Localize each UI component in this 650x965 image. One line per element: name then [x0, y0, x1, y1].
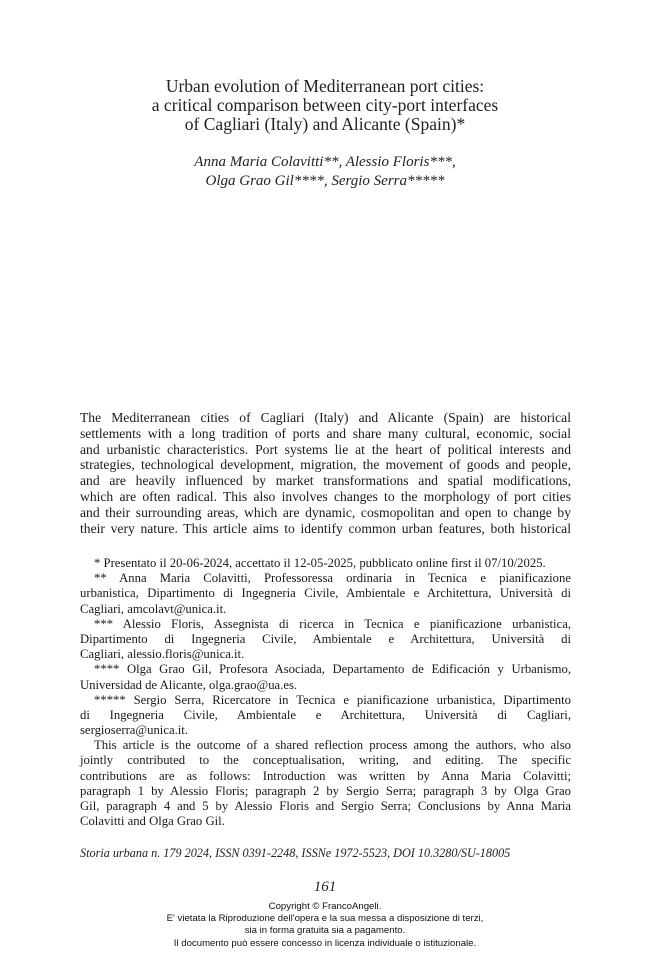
footnote-line: paragraph 1 by Alessio Floris; paragraph 2 by Sergio Serra; paragraph 3 by Olga Grao — [80, 783, 571, 798]
page-number: 161 — [313, 879, 337, 895]
footnote-line: Cagliari, amcolavt@unica.it. — [80, 601, 227, 616]
footnote-line: Dipartimento di Ingegneria Civile, Ambientale e Architettura, Università di — [80, 631, 571, 646]
footnote-line: urbanistica, Dipartimento di Ingegneria Civile, Ambientale e Architettura, Università di — [80, 586, 571, 601]
title-line: Urban evolution of Mediterranean port cities: — [165, 76, 485, 96]
footnote-line: ** Anna Maria Colavitti, Professoressa ordinaria in Tecnica e pianificazione — [94, 571, 571, 586]
footnote-line: Universidad de Alicante, olga.grao@ua.es. — [80, 677, 298, 692]
footnote-line: **** Olga Grao Gil, Profesora Asociada, Departamento de Edificación y Urbanismo, — [94, 662, 571, 677]
copyright-line: Copyright © FrancoAngeli. — [268, 901, 382, 912]
author-list — [80, 153, 570, 191]
footnote-line: This article is the outcome of a shared reflection process among the authors, who also — [94, 738, 571, 753]
footnote-line: ***** Sergio Serra, Ricercatore in Tecnica e pianificazione urbanistica, Dipartimento — [94, 692, 571, 707]
footnote-line: Gil, paragraph 4 and 5 by Alessio Floris and Sergio Serra; Conclusions by Anna Maria — [80, 799, 571, 813]
footnote-line: Colavitti and Olga Grao Gil. — [80, 814, 225, 829]
footnote-line: sergioserra@unica.it. — [80, 723, 188, 738]
copyright-notice — [0, 901, 650, 950]
abstract-line: strategies, technological development, migration, the movement of goods and people, — [80, 457, 571, 473]
copyright-line: E' vietata la Riproduzione dell'opera e la sua messa a disposizione di terzi, — [166, 913, 484, 925]
copyright-line: sia in forma gratuita sia a pagamento. — [244, 925, 406, 937]
copyright-line: Il documento può essere concesso in licenza individuale o istituzionale. — [173, 937, 477, 949]
title-line: a critical comparison between city-port interfaces — [151, 95, 499, 115]
abstract-line: and urbanistic characteristics. Port systems lie at the heart of political interests and — [80, 441, 571, 457]
footnote-line: contributions are as follows: Introduction was written by Anna Maria Colavitti; — [80, 768, 571, 783]
abstract-line: The Mediterranean cities of Cagliari (Italy) and Alicante (Spain) are historical — [80, 410, 571, 425]
author-line: Olga Grao Gil****, Sergio Serra***** — [205, 173, 445, 189]
abstract-line: and are heavily influenced by market transformations and spatial modifications, — [80, 473, 571, 489]
journal-citation: Storia urbana n. 179 2024, ISSN 0391-2248, ISSNe 1972-5523, DOI 10.3280/SU-18005 — [80, 846, 511, 860]
article-title — [80, 77, 570, 134]
footnote-line: jointly contributed to the conceptualisation, writing, and editing. The specific — [80, 753, 571, 768]
footnotes — [80, 556, 571, 829]
footnote-line: di Ingegneria Civile, Ambientale e Architettura, Università di Cagliari, — [80, 707, 571, 722]
footnote-line: *** Alessio Floris, Assegnista di ricerca in Tecnica e pianificazione urbanistica, — [94, 616, 571, 631]
abstract-line: settlements with a long tradition of ports and share many cultural, economic, social — [80, 425, 571, 441]
footnote-line: Cagliari, alessio.floris@unica.it. — [80, 647, 245, 662]
author-line: Anna Maria Colavitti**, Alessio Floris***, — [194, 154, 456, 170]
abstract-line: which are often radical. This also involves changes to the morphology of port cities — [80, 488, 571, 504]
footnote-submission: * Presentato il 20-06-2024, accettato il 12-05-2025, pubblicato online first il 07/10/2025. — [94, 556, 546, 570]
abstract-line: their very nature. This article aims to identify common urban features, both historical — [80, 520, 571, 536]
abstract-line: and their surrounding areas, which are dynamic, cosmopolitan and open to change by — [80, 504, 571, 520]
title-line: of Cagliari (Italy) and Alicante (Spain)* — [184, 114, 466, 134]
abstract-paragraph — [80, 410, 571, 536]
